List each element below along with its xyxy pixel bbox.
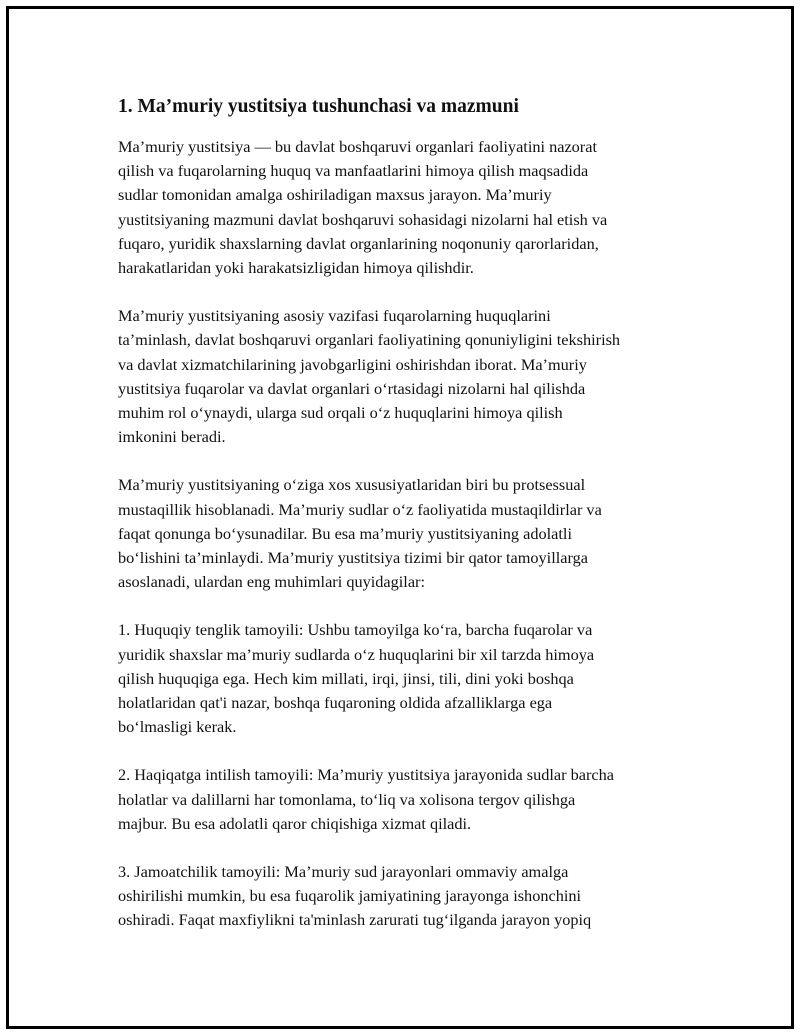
document-body — [118, 93, 698, 957]
paragraph-principle-truth — [118, 763, 698, 836]
text-line: Ma’muriy yustitsiya — bu davlat boshqaruvi organlari faoliyatini nazorat — [118, 137, 597, 156]
paragraph-main-task — [118, 304, 698, 449]
text-line: oshiradi. Faqat maxfiylikni ta'minlash zarurati tug‘ilganda jarayon yopiq — [118, 910, 592, 930]
text-line: mustaqillik hisoblanadi. Ma’muriy sudlar o‘z faoliyatida mustaqildirlar va — [118, 499, 602, 519]
text-line: fuqaro, yuridik shaxslarning davlat organlarining noqonuniy qarorlaridan, — [118, 233, 599, 253]
text-line: imkonini beradi. — [118, 427, 226, 447]
text-line: asoslanadi, ulardan eng muhimlari quyidagilar: — [118, 572, 425, 592]
text-line: Ma’muriy yustitsiyaning asosiy vazifasi fuqarolarning huquqlarini — [118, 306, 551, 326]
text-line: harakatlaridan yoki harakatsizligidan himoya qilishdir. — [118, 258, 474, 278]
text-line: yustitsiyaning mazmuni davlat boshqaruvi sohasidagi nizolarni hal etish va — [118, 209, 608, 229]
text-line: 1. Huquqiy tenglik tamoyili: Ushbu tamoyilga ko‘ra, barcha fuqarolar va — [118, 620, 593, 640]
paragraph-definition — [118, 135, 698, 280]
paragraph-principle-publicity — [118, 860, 698, 933]
text-line: majbur. Bu esa adolatli qaror chiqishiga xizmat qiladi. — [118, 813, 472, 833]
text-line: bo‘lmasligi kerak. — [118, 717, 237, 737]
text-line: faqat qonunga bo‘ysunadilar. Bu esa ma’muriy yustitsiyaning adolatli — [118, 523, 572, 543]
paragraph-principle-equality — [118, 618, 698, 739]
text-line: 3. Jamoatchilik tamoyili: Ma’muriy sud jarayonlari ommaviy amalga — [118, 862, 569, 882]
text-line: holatlar va dalillarni har tomonlama, to‘liq va xolisona tergov qilishga — [118, 789, 576, 809]
text-line: holatlaridan qat'i nazar, boshqa fuqaroning oldida afzalliklarga ega — [118, 693, 553, 713]
text-line: muhim rol o‘ynaydi, ularga sud orqali o‘z huquqlarini himoya qilish — [118, 403, 563, 423]
text-line: bo‘lishini ta’minlaydi. Ma’muriy yustitsiya tizimi bir qator tamoyillarga — [118, 548, 588, 568]
text-line: qilish huquqiga ega. Hech kim millati, irqi, jinsi, tili, dini yoki boshqa — [118, 668, 574, 688]
text-line: yuridik shaxslar ma’muriy sudlarda o‘z huquqlarini bir xil tarzda himoya — [118, 644, 595, 664]
text-line: va davlat xizmatchilarining javobgarligini oshirishdan iborat. Ma’muriy — [118, 354, 587, 374]
text-line: 2. Haqiqatga intilish tamoyili: Ma’muriy yustitsiya jarayonida sudlar barcha — [118, 765, 615, 785]
paragraph-independence — [118, 473, 698, 594]
text-line: oshirilishi mumkin, bu esa fuqarolik jamiyatining jarayonga ishonchini — [118, 886, 582, 906]
text-line: sudlar tomonidan amalga oshiriladigan maxsus jarayon. Ma’muriy — [118, 185, 552, 205]
text-line: Ma’muriy yustitsiyaning o‘ziga xos xususiyatlaridan biri bu protsessual — [118, 475, 586, 495]
text-line: ta’minlash, davlat boshqaruvi organlari faoliyatining qonuniyligini tekshirish — [118, 330, 621, 350]
text-line: qilish va fuqarolarning huquq va manfaatlarini himoya qilish maqsadida — [118, 161, 589, 181]
section-heading: 1. Ma’muriy yustitsiya tushunchasi va mazmuni — [118, 96, 519, 117]
text-line: yustitsiya fuqarolar va davlat organlari o‘rtasidagi nizolarni hal qilishda — [118, 378, 586, 398]
